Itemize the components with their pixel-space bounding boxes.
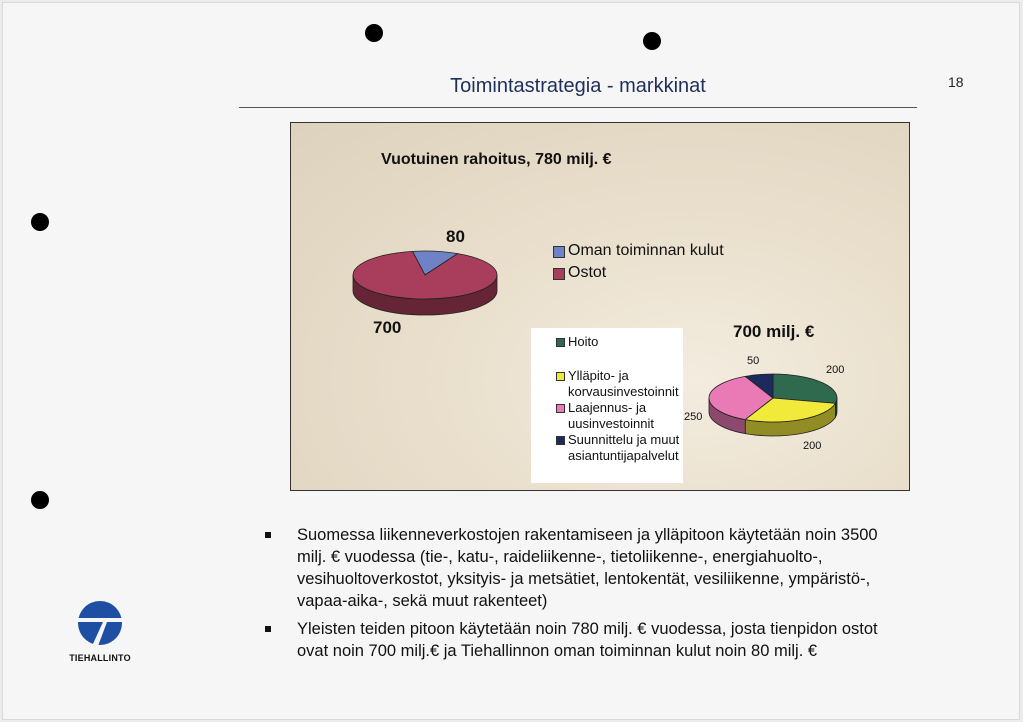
punch-hole-left-upper: [31, 213, 49, 231]
legend-item-ostot: [553, 263, 728, 283]
legend-label: Laajennus- ja uusinvestoinnit: [568, 400, 654, 431]
punch-hole-top-right: [643, 32, 661, 50]
legend-item-oman: [553, 241, 728, 261]
legend-swatch: [553, 246, 565, 258]
legend-label: Ostot: [568, 264, 607, 281]
pie1-legend: [553, 241, 728, 285]
chart-title: Vuotuinen rahoitus, 780 milj. €: [381, 151, 612, 168]
bullet-item: [265, 618, 905, 662]
funding-chart-panel: [290, 122, 910, 491]
legend-label: Oman toiminnan kulut: [568, 242, 724, 259]
bullet-text: Suomessa liikenneverkostojen rakentamiseen ja ylläpitoon käytetään noin 3500 milj. € vuodessa (tie-, katu-, raideliikenne-, tietoliikenne-, energiahuolto-, vesihuoltoverkostot, yksityis- ja metsätiet, lentokentät, vesiliikenne, ympäristö-, vapaa-aika-, sekä muut rakenteet): [297, 526, 878, 610]
pie2-label-hoito: 200: [826, 364, 845, 376]
legend-swatch: [556, 338, 565, 347]
bullet-marker: [265, 626, 271, 632]
bullet-marker: [265, 532, 271, 538]
legend-swatch: [556, 436, 565, 445]
pie2-title: 700 milj. €: [733, 322, 815, 341]
legend-swatch: [556, 404, 565, 413]
legend-label: Suunnittelu ja muut asiantuntijapalvelut: [568, 432, 680, 463]
road-logo-icon: [77, 600, 123, 646]
pie2-label-laajennus: 250: [684, 411, 703, 423]
legend-label: Ylläpito- ja korvausinvestoinnit: [568, 368, 679, 399]
legend-item-laajennus: [556, 400, 683, 432]
title-divider: [239, 107, 917, 108]
pie2-legend: [531, 328, 683, 483]
bullet-list: [265, 524, 905, 668]
bullet-text: Yleisten teiden pitoon käytetään noin 780 milj. € vuodessa, josta tienpidon ostot ovat noin 700 milj.€ ja Tiehallinnon oman toiminnan kulut noin 80 milj. €: [297, 620, 878, 660]
legend-label: Hoito: [568, 334, 599, 349]
legend-item-suunnittelu: [556, 432, 683, 464]
logo-text: TIEHALLINTO: [69, 653, 131, 663]
legend-item-yllapito: [556, 368, 683, 400]
tiehallinto-logo: [60, 600, 140, 663]
legend-item-hoito: [556, 334, 683, 350]
pie2-label-yllapito: 200: [803, 440, 822, 452]
punch-hole-top-left: [365, 24, 383, 42]
page-title: Toimintastrategia - markkinat: [450, 75, 706, 97]
page-number: 18: [948, 74, 964, 90]
bullet-item: [265, 524, 905, 612]
punch-hole-left-lower: [31, 491, 49, 509]
pie2-label-suunnittelu: 50: [747, 355, 760, 367]
pie1-label-oman: 80: [446, 227, 465, 246]
legend-swatch: [553, 268, 565, 280]
legend-swatch: [556, 372, 565, 381]
slide-page: [2, 2, 1020, 720]
pie1-label-ostot: 700: [373, 318, 402, 337]
